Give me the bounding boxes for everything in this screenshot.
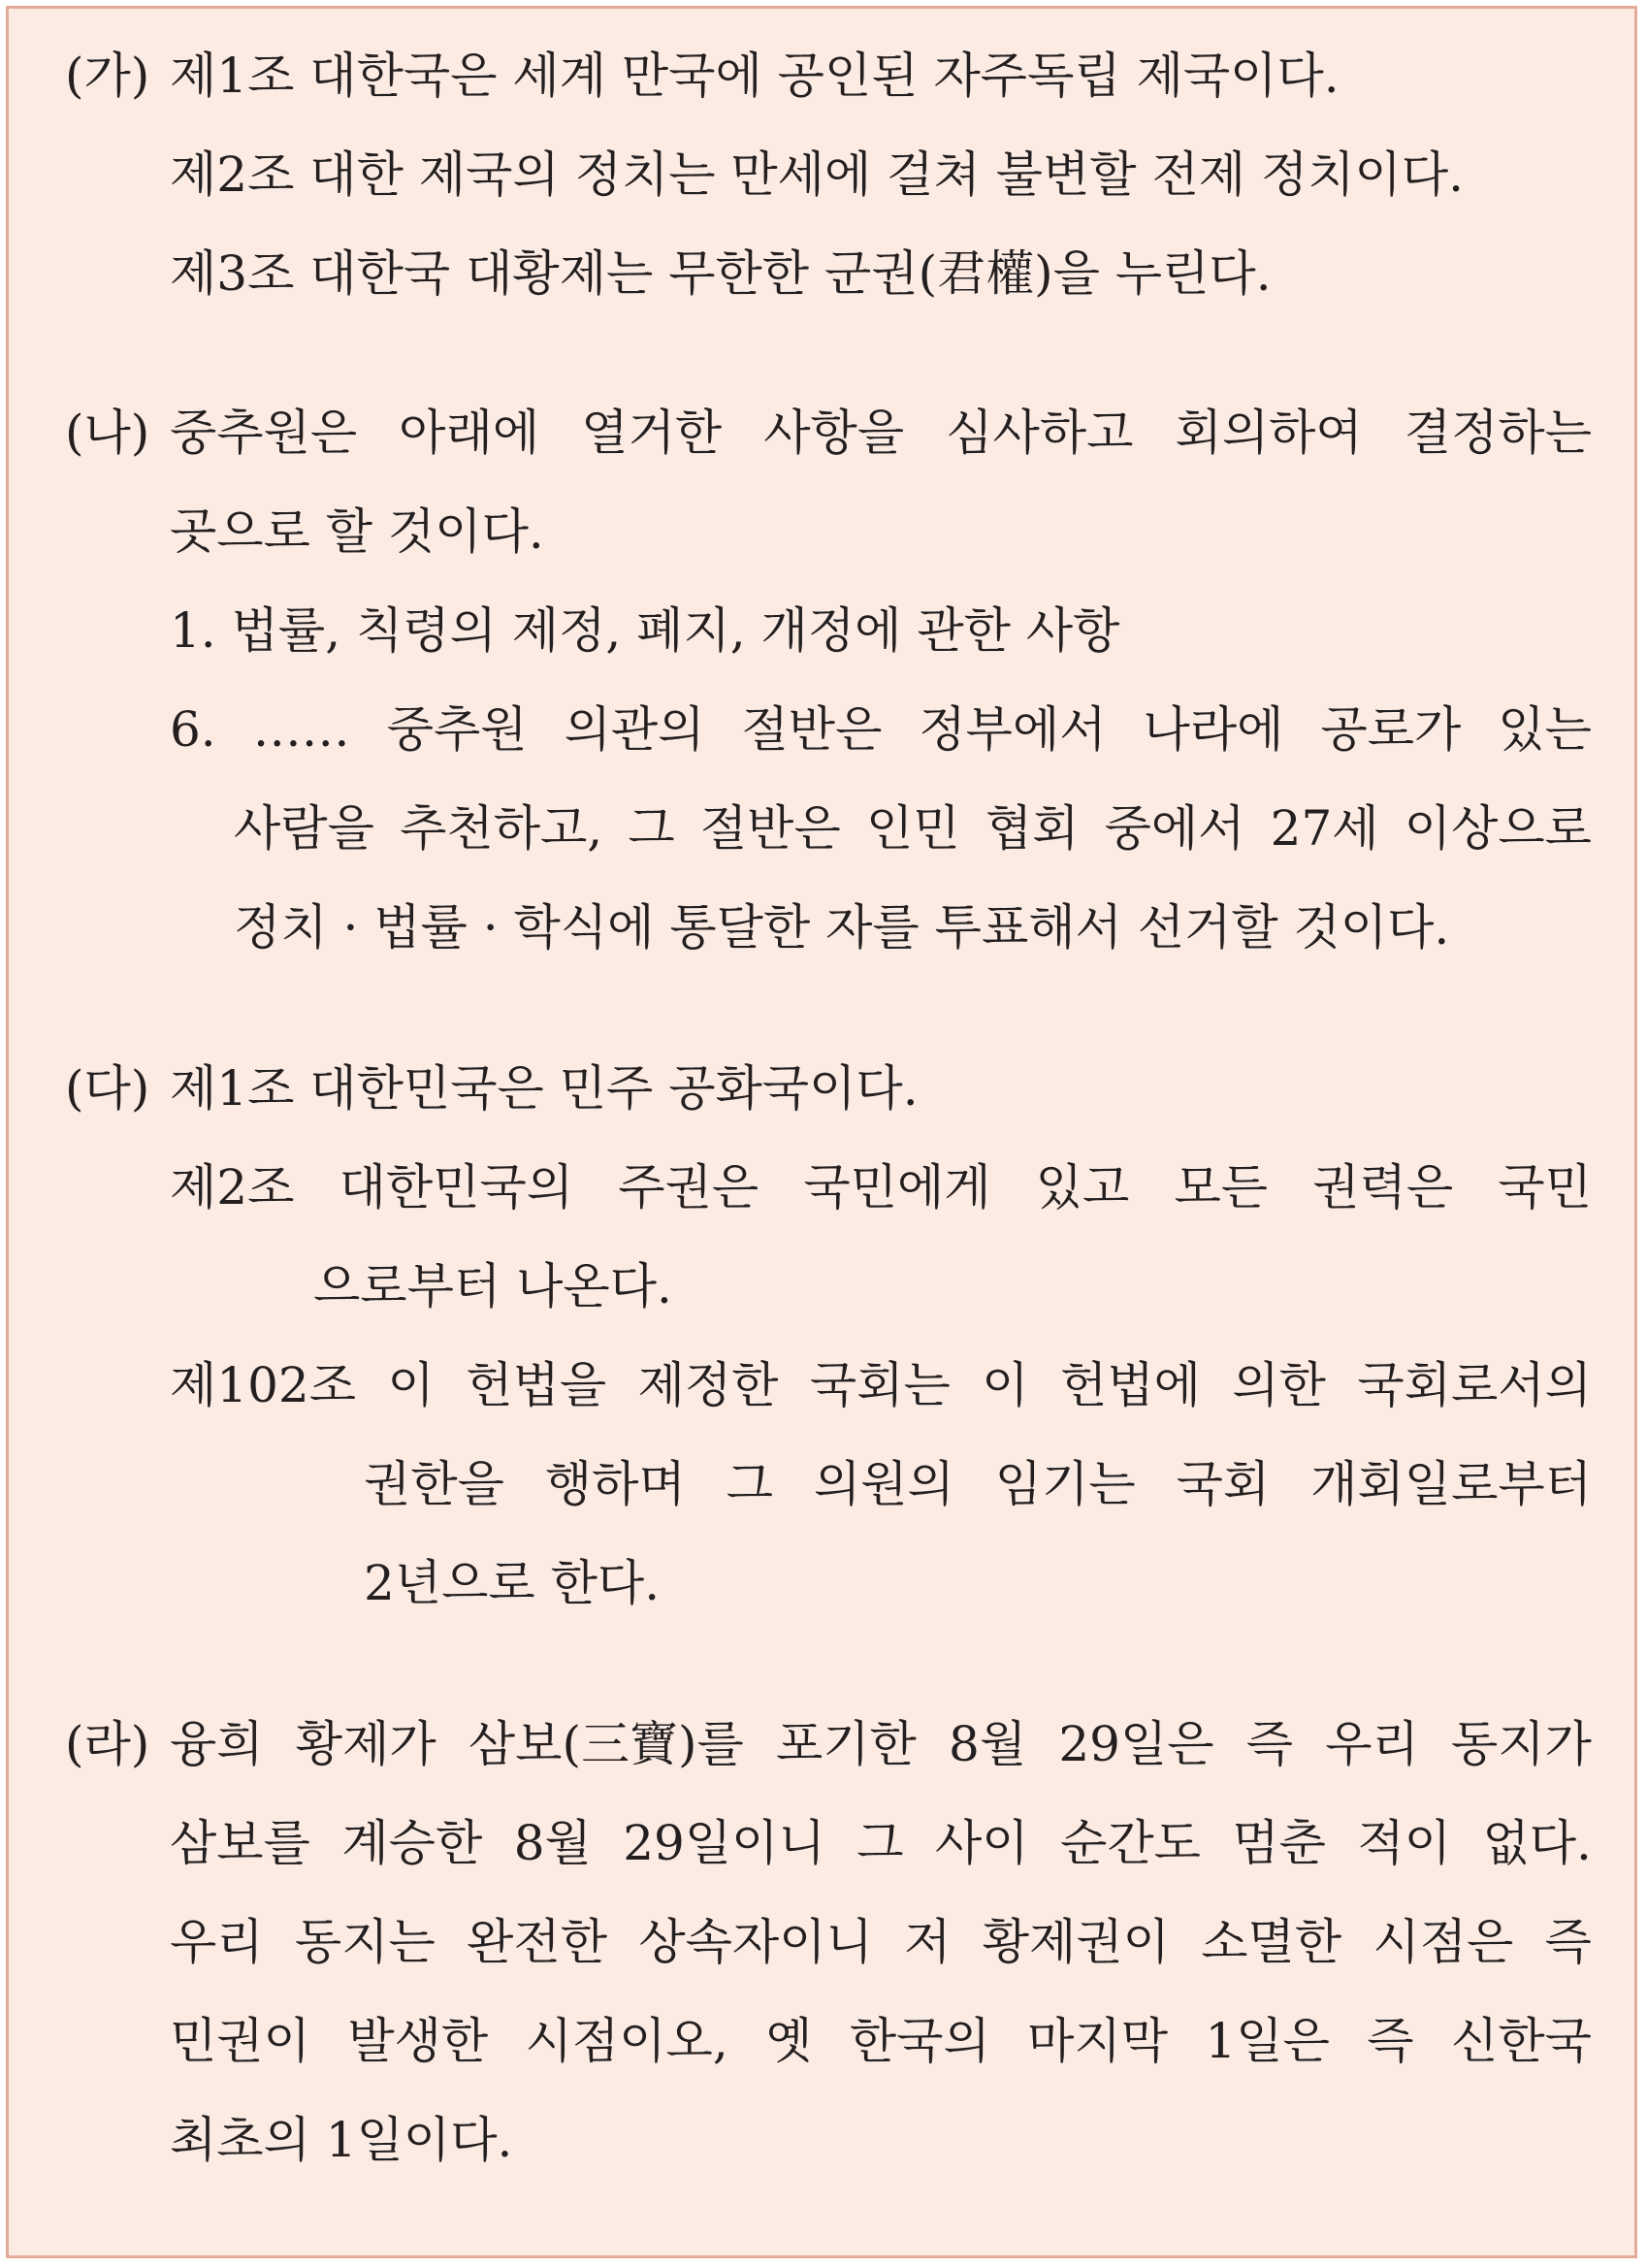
source-text-box: [6, 6, 1637, 2258]
article-line: 제2조 대한 제국의 정치는 만세에 걸쳐 불변할 전제 정치이다.: [170, 146, 1465, 203]
list-item-continuation: 정치 · 법률 · 학식에 통달한 자를 투표해서 선거할 것이다.: [234, 899, 1450, 956]
article-line: 제1조 대한국은 세계 만국에 공인된 자주독립 제국이다.: [170, 48, 1340, 104]
article-continuation: 권한을 행하며 그 의원의 임기는 국회 개회일로부터: [364, 1456, 1592, 1512]
article-continuation: 으로부터 나온다.: [313, 1258, 672, 1314]
section-label: (라): [65, 1716, 150, 1772]
text-line: 융희 황제가 삼보(三寶)를 포기한 8월 29일은 즉 우리 동지가: [170, 1716, 1592, 1772]
text-line: 중추원은 아래에 열거한 사항을 심사하고 회의하여 결정하는: [170, 405, 1592, 461]
article-continuation: 2년으로 한다.: [364, 1555, 661, 1611]
article-line: 제3조 대한국 대황제는 무한한 군권(君權)을 누린다.: [170, 245, 1272, 302]
article-line: 제102조 이 헌법을 제정한 국회는 이 헌법에 의한 국회로서의: [170, 1357, 1592, 1413]
list-item: 6. …… 중추원 의관의 절반은 정부에서 나라에 공로가 있는: [170, 701, 1592, 758]
text-line: 삼보를 계승한 8월 29일이니 그 사이 순간도 멈춘 적이 없다.: [170, 1815, 1592, 1871]
text-line: 우리 동지는 완전한 상속자이니 저 황제권이 소멸한 시점은 즉: [170, 1914, 1592, 1970]
section-label: (가): [65, 48, 150, 104]
article-line: 제2조 대한민국의 주권은 국민에게 있고 모든 권력은 국민: [170, 1159, 1592, 1215]
text-line: 곳으로 할 것이다.: [170, 503, 544, 560]
list-item: 1. 법률, 칙령의 제정, 폐지, 개정에 관한 사항: [170, 602, 1120, 659]
list-item-continuation: 사람을 추천하고, 그 절반은 인민 협회 중에서 27세 이상으로: [234, 800, 1592, 857]
text-line: 민권이 발생한 시점이오, 옛 한국의 마지막 1일은 즉 신한국: [170, 2013, 1592, 2069]
text-line: 최초의 1일이다.: [170, 2112, 513, 2168]
section-label: (다): [65, 1060, 150, 1117]
section-label: (나): [65, 405, 150, 461]
article-line: 제1조 대한민국은 민주 공화국이다.: [170, 1060, 919, 1117]
